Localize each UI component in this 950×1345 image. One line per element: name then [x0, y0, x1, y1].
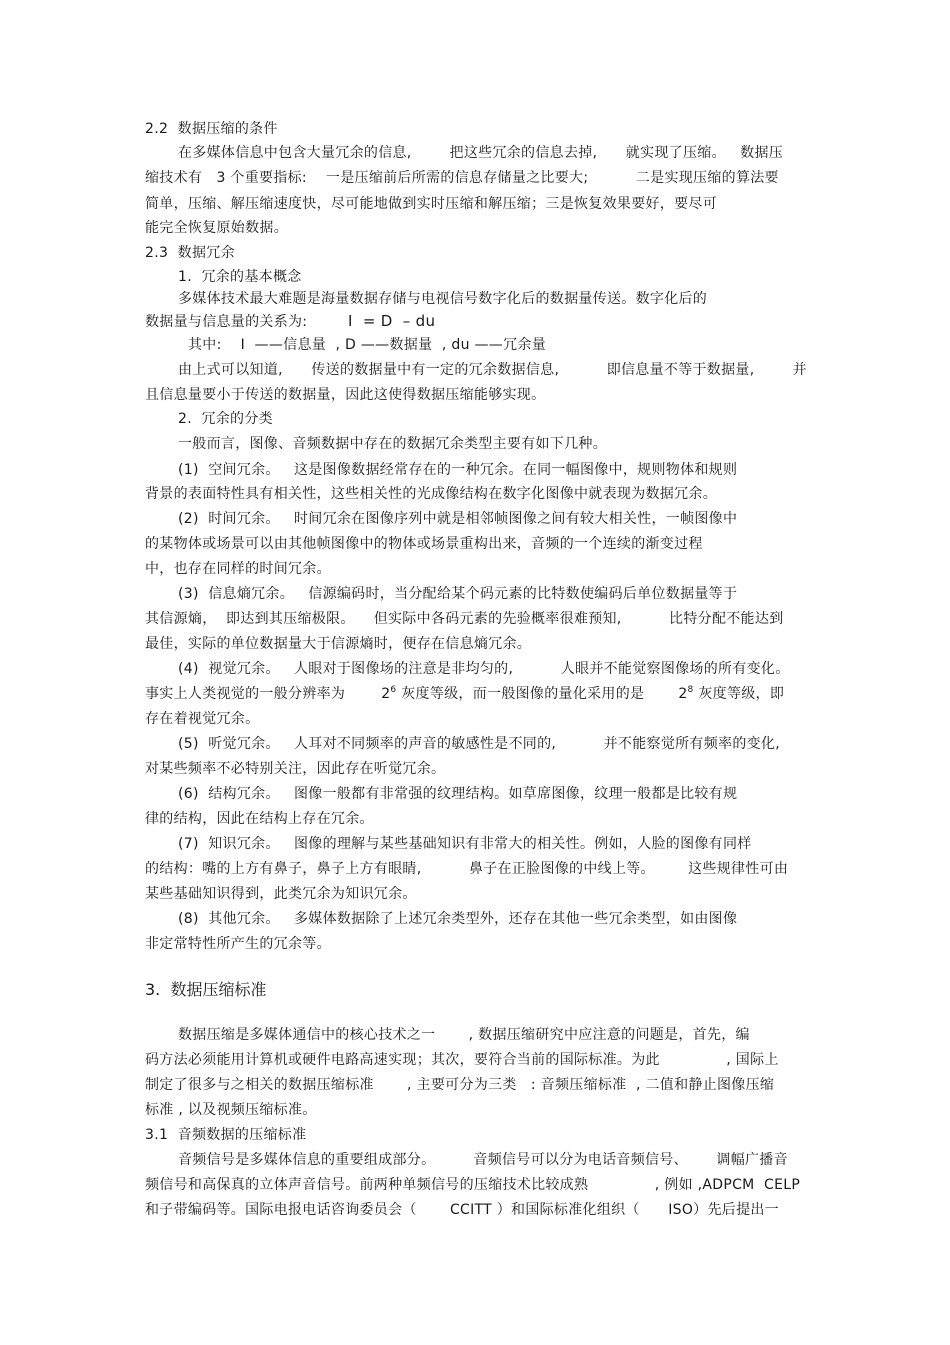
paragraph-line: 码方法必须能用计算机或硬件电路高速实现；其次，要符合当前的国际标准。为此 , 国际上 — [145, 1052, 779, 1068]
paragraph-line: 能完全恢复原始数据。 — [145, 220, 288, 236]
list-item-line: 非定常特性所产生的冗余等。 — [145, 936, 331, 952]
list-item-line: (4) 视觉冗余。 人眼对于图像场的注意是非均匀的, 人眼并不能觉察图像场的所有变化。 — [178, 661, 790, 677]
text-span: 事实上人类视觉的一般分辨率为 — [145, 686, 346, 702]
paragraph-line: 制定了很多与之相关的数据压缩标准 , 主要可分为三类 : 音频压缩标准 , 二值和静止图像压缩 — [145, 1077, 775, 1093]
paragraph-line: 频信号和高保真的立体声音信号。前两种单频信号的压缩技术比较成熟 , 例如 ,ADPCM CELP — [145, 1177, 801, 1193]
paragraph-line: 且信息量要小于传送的数据量，因此这使得数据压缩能够实现。 — [145, 387, 546, 403]
list-item-line: (3) 信息熵冗余。 信源编码时，当分配给某个码元素的比特数使编码后单位数据量等于 — [178, 586, 738, 602]
text-span: 灰度等级，即 — [698, 686, 785, 702]
subsection-2-heading: 2. 冗余的分类 — [178, 411, 273, 427]
list-item-line: (5) 听觉冗余。 人耳对不同频率的声音的敏感性是不同的, 并不能察觉所有频率的变化, — [178, 736, 780, 752]
paragraph-line: 音频信号是多媒体信息的重要组成部分。 音频信号可以分为电话音频信号、 调幅广播音 — [178, 1152, 788, 1168]
section-3-heading: 3. 数据压缩标准 — [145, 980, 267, 999]
subsection-1-heading: 1. 冗余的基本概念 — [178, 269, 302, 285]
list-item-line: (7) 知识冗余。 图像的理解与某些基础知识有非常大的相关性。例如，人脸的图像有同样 — [178, 836, 752, 852]
exponent: 6 — [390, 685, 397, 695]
list-item-line: 中，也存在同样的时间冗余。 — [145, 561, 331, 577]
list-item-line: (8) 其他冗余。 多媒体数据除了上述冗余类型外，还存在其他一些冗余类型，如由图像 — [178, 911, 738, 927]
paragraph-line: 和子带编码等。国际电报电话咨询委员会（ CCITT ）和国际标准化组织（ ISO）先后提出一 — [145, 1202, 779, 1218]
list-item-line: 的某物体或场景可以由其他帧图像中的物体或场景重构出来，音频的一个连续的渐变过程 — [145, 536, 703, 552]
paragraph-line: 简单，压缩、解压缩速度快，尽可能地做到实时压缩和解压缩；三是恢复效果要好，要尽可 — [145, 196, 717, 212]
exponent-base: 2 — [381, 686, 391, 702]
list-item-line — [145, 685, 784, 703]
list-item-line: 对某些频率不必特别关注，因此存在听觉冗余。 — [145, 761, 446, 777]
formula: I = D – du — [348, 312, 436, 330]
list-item-line: 其信源熵， 即达到其压缩极限。 但实际中各码元素的先验概率很难预知, 比特分配不能达到 — [145, 611, 784, 627]
list-item-line: 存在着视觉冗余。 — [145, 711, 260, 727]
list-item-line: (1) 空间冗余。 这是图像数据经常存在的一种冗余。在同一幅图像中，规则物体和规则 — [178, 462, 738, 478]
text-span: 灰度等级，而一般图像的量化采用的是 — [401, 686, 645, 702]
exponent-base: 2 — [678, 686, 688, 702]
paragraph-line: 数据量与信息量的关系为: — [145, 314, 308, 330]
paragraph-line: 标准 , 以及视频压缩标准。 — [145, 1102, 317, 1118]
section-3-1-heading: 3.1 音频数据的压缩标准 — [145, 1127, 307, 1143]
paragraph-line: 缩技术有 3 个重要指标: 一是压缩前后所需的信息存储量之比要大; 二是实现压缩的算法要 — [145, 170, 779, 186]
paragraph-line: 多媒体技术最大难题是海量数据存储与电视信号数字化后的数据量传送。数字化后的 — [178, 291, 708, 307]
formula-legend: 其中: I ——信息量 , D ——数据量 , du ——冗余量 — [188, 337, 546, 353]
paragraph-line: 由上式可以知道, 传送的数据量中有一定的冗余数据信息, 即信息量不等于数据量, 并 — [178, 362, 807, 378]
list-item-line: 律的结构，因此在结构上存在冗余。 — [145, 811, 374, 827]
list-item-line: (2) 时间冗余。 时间冗余在图像序列中就是相邻帧图像之间有较大相关性，一帧图像中 — [178, 511, 738, 527]
list-item-line: (6) 结构冗余。 图像一般都有非常强的纹理结构。如草席图像，纹理一般都是比较有规 — [178, 786, 738, 802]
list-item-line: 某些基础知识得到，此类冗余为知识冗余。 — [145, 886, 417, 902]
list-item-line: 最佳，实际的单位数据量大于信源熵时，便存在信息熵冗余。 — [145, 636, 532, 652]
list-item-line: 背景的表面特性具有相关性，这些相关性的光成像结构在数字化图像中就表现为数据冗余。 — [145, 486, 717, 502]
list-item-line: 的结构：嘴的上方有鼻子，鼻子上方有眼睛, 鼻子在正脸图像的中线上等。 这些规律性可由 — [145, 861, 789, 877]
paragraph-line: 数据压缩是多媒体通信中的核心技术之一 , 数据压缩研究中应注意的问题是，首先，编 — [178, 1027, 750, 1043]
section-2-2-heading: 2.2 数据压缩的条件 — [145, 121, 278, 137]
exponent: 8 — [687, 685, 694, 695]
paragraph-line: 一般而言，图像、音频数据中存在的数据冗余类型主要有如下几种。 — [178, 436, 607, 452]
section-2-3-heading: 2.3 数据冗余 — [145, 245, 235, 261]
paragraph-line: 在多媒体信息中包含大量冗余的信息, 把这些冗余的信息去掉, 就实现了压缩。 数据压 — [178, 145, 784, 161]
